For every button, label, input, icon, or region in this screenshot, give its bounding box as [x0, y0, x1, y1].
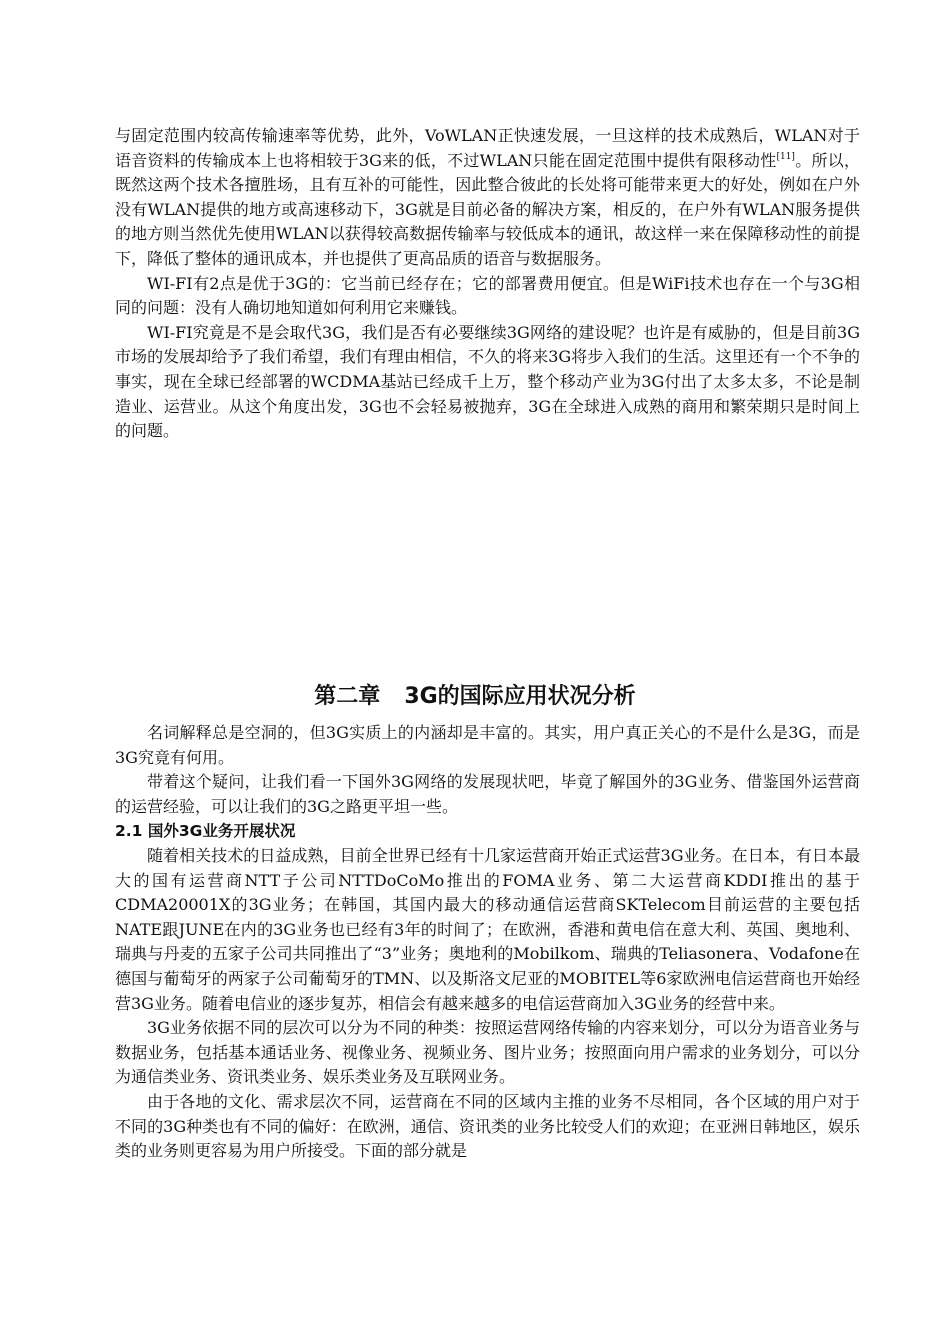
paragraph-wifi-advantages: WI-FI有2点是优于3G的：它当前已经存在；它的部署费用便宜。但是WiFi技术也存在一个与3G相同的问题：没有人确切地知道如何利用它来赚钱。 — [115, 273, 860, 318]
chapter-number: 第二章 — [314, 684, 381, 709]
section-title: 国外3G业务开展状况 — [147, 822, 296, 841]
paragraph-operators: 随着相关技术的日益成熟，目前全世界已经有十几家运营商开始正式运营3G业务。在日本，有日本最大的国有运营商NTT子公司NTTDoCoMo推出的FOMA业务、第二大运营商KDDI推出的基于CDMA20001X的3G业务；在韩国，其国内最大的移动通信运营商SKTelecom目前运营的主要包括NATE跟JUNE在内的3G业务也已经有3年的时间了；在欧洲，香港和黄电信在意大利、英国、奥地利、瑞典与丹麦的五家子公司共同推出了“3”业务；奥地利的Mobilkom、瑞典的Teliasonera、Vodafone在德国与葡萄牙的两家子公司葡萄牙的TMN、以及斯洛文尼亚的MOBITEL等6家欧洲电信运营商也开始经营3G业务。随着电信业的逐步复苏，相信会有越来越多的电信运营商加入3G业务的经营中来。 — [115, 845, 860, 1013]
paragraph-wifi-vs-3g: WI-FI究竟是不是会取代3G，我们是否有必要继续3G网络的建设呢？也许是有威胁的，但是目前3G市场的发展却给予了我们希望，我们有理由相信，不久的将来3G将步入我们的生活。这里还有一个不争的事实，现在全球已经部署的WCDMA基站已经成千上万，整个移动产业为3G付出了太多太多，不论是制造业、运营业。从这个角度出发，3G也不会轻易被抛弃，3G在全球进入成熟的商用和繁荣期只是时间上的问题。 — [115, 322, 860, 441]
paragraph-chapter-intro: 名词解释总是空洞的，但3G实质上的内涵却是丰富的。其实，用户真正关心的不是什么是3G，而是3G究竟有何用。 — [115, 723, 860, 767]
section-heading — [115, 819, 860, 844]
citation-reference: [11] — [776, 151, 795, 162]
chapter-heading — [0, 680, 950, 714]
top-text-block — [115, 124, 860, 444]
paragraph-text: 。所以，既然这两个技术各擅胜场，且有互补的可能性，因此整合彼此的长处将可能带来更大的好处，例如在户外没有WLAN提供的地方或高速移动下，3G就是目前必备的解决方案，相反的，在户外有WLAN服务提供的地方则当然优先使用WLAN以获得较高数据传输率与较低成本的通讯，故这样一来在保障移动性的前提下，降低了整体的通讯成本，并也提供了更高品质的语音与数据服务。 — [115, 150, 860, 268]
paragraph-wlan-advantages — [115, 124, 860, 272]
paragraph-regional-preferences: 由于各地的文化、需求层次不同，运营商在不同的区域内主推的业务不尽相同，各个区域的用户对于不同的3G种类也有不同的偏好：在欧洲，通信、资讯类的业务比较受人们的欢迎；在亚洲日韩地区，娱乐类的业务则更容易为用户所接受。下面的部分就是 — [115, 1091, 860, 1161]
paragraph-chapter-question: 带着这个疑问，让我们看一下国外3G网络的发展现状吧，毕竟了解国外的3G业务、借鉴国外运营商的运营经验，可以让我们的3G之路更平坦一些。 — [115, 772, 860, 816]
chapter-title: 3G的国际应用状况分析 — [404, 684, 636, 709]
paragraph-text: 与固定范围内较高传输速率等优势，此外，VoWLAN正快速发展，一旦这样的技术成熟后，WLAN对于语音资料的传输成本上也将相较于3G来的低，不过WLAN只能在固定范围中提供有限移动性 — [115, 126, 860, 170]
section-number: 2.1 — [115, 822, 143, 841]
chapter-text-block — [115, 721, 860, 1164]
paragraph-service-types: 3G业务依据不同的层次可以分为不同的种类：按照运营网络传输的内容来划分，可以分为语音业务与数据业务，包括基本通话业务、视像业务、视频业务、图片业务；按照面向用户需求的业务划分，可以分为通信类业务、资讯类业务、娱乐类业务及互联网业务。 — [115, 1018, 860, 1087]
